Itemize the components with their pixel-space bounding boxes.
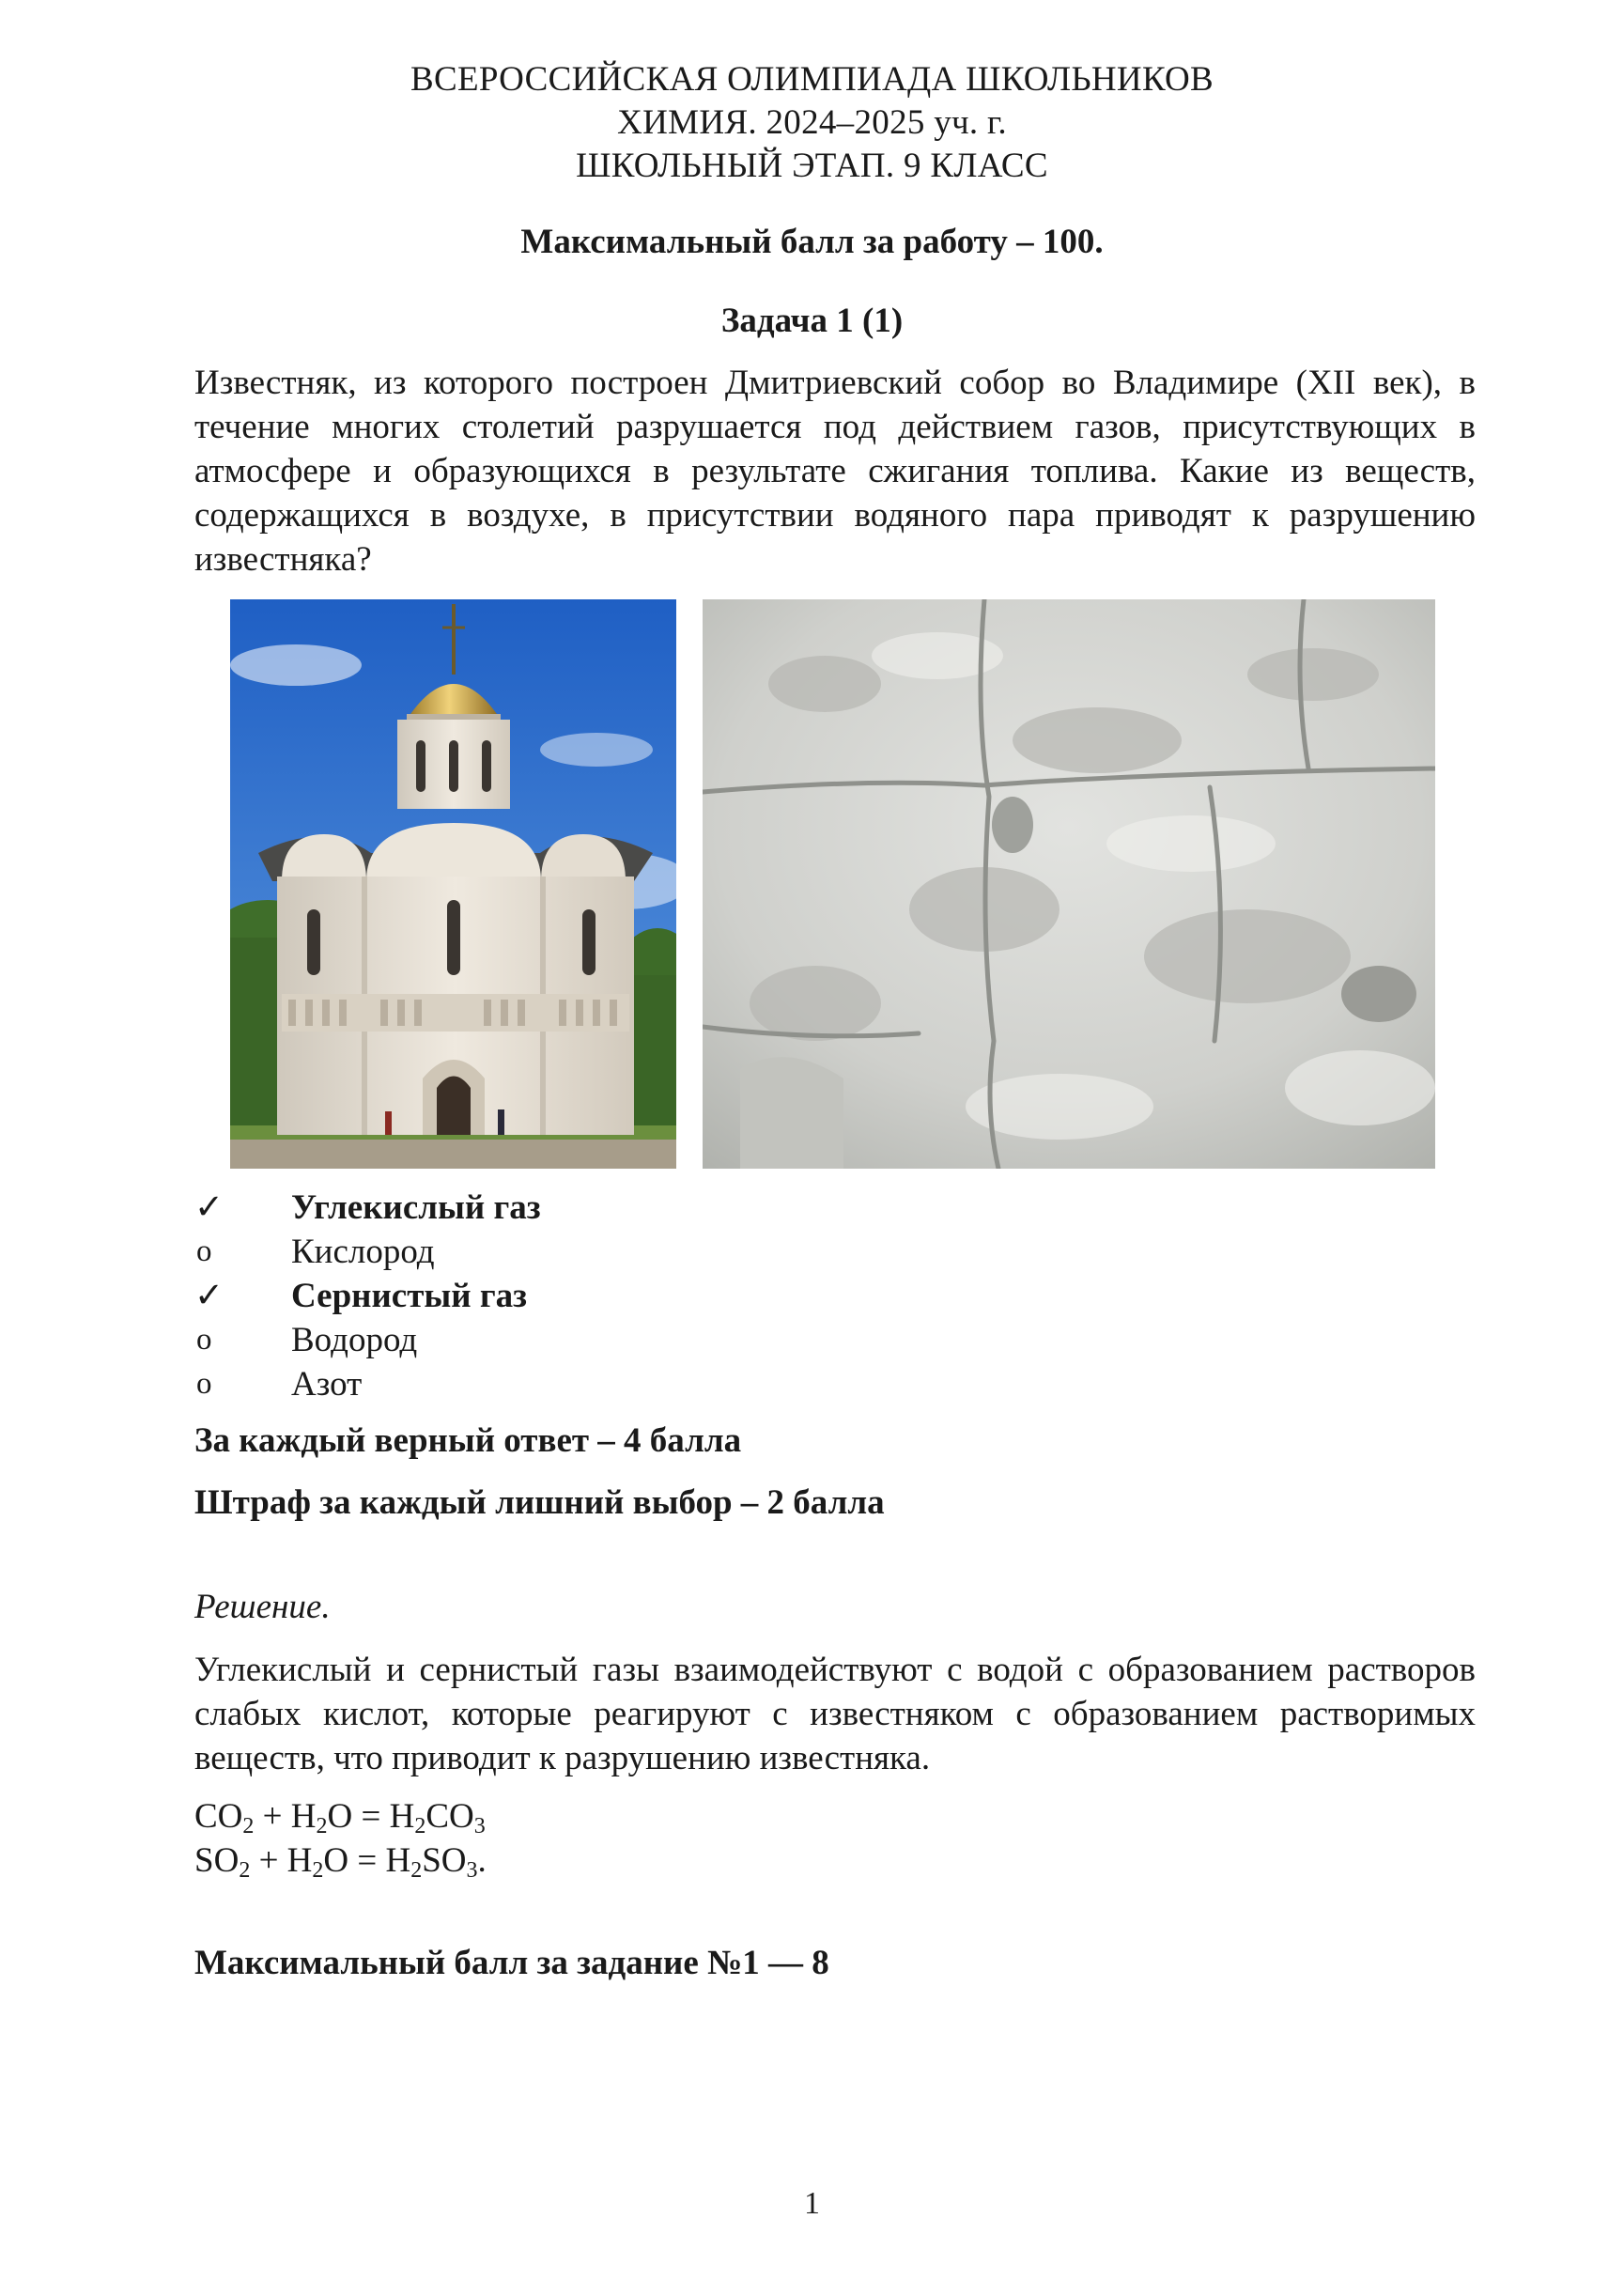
task-max-score: Максимальный балл за задание №1 — 8 — [194, 1944, 829, 1982]
question-text: Известняк, из которого построен Дмитриевский собор во Владимире (XII век), в течение многих столетий разрушается под действием газов, присутствующих в атмосфере и образующихся в результате сжигания топлива. Какие из веществ, содержащихся в воздухе, в присутствии водяного пара приводят к разрушению известняка? — [194, 364, 1476, 579]
header-line-3: ШКОЛЬНЫЙ ЭТАП. 9 КЛАСС — [576, 147, 1048, 185]
solution-text: Углекислый и сернистый газы взаимодействуют с водой с образованием растворов слабых кислот, которые реагируют с известняком с образованием растворимых веществ, что приводит к разрушению известняка. — [194, 1651, 1476, 1777]
option-label: Водород — [291, 1321, 418, 1359]
option-label: Сернистый газ — [291, 1277, 528, 1315]
limestone-closeup-photo — [703, 599, 1435, 1169]
scoring-correct: За каждый верный ответ – 4 балла — [194, 1421, 742, 1460]
equation-co2: $CO_2 + H_2O = H_2CO_3$ — [194, 1797, 486, 1838]
cathedral-photo — [230, 599, 676, 1169]
page-number: 1 — [804, 2186, 820, 2221]
option-label: Углекислый газ — [291, 1188, 541, 1227]
header-line-2: ХИМИЯ. 2024–2025 уч. г. — [617, 103, 1007, 142]
empty-circle-icon: o — [196, 1234, 212, 1268]
checkmark-icon: ✓ — [194, 1188, 224, 1227]
task-title: Задача 1 (1) — [720, 302, 904, 340]
equation-so2: $SO_2 + H_2O = H_2SO_3$. — [194, 1841, 487, 1883]
solution-title: Решение. — [194, 1588, 331, 1626]
olympiad-header — [0, 58, 1624, 188]
empty-circle-icon: o — [196, 1323, 212, 1357]
max-total-score: Максимальный балл за работу – 100. — [520, 223, 1104, 261]
option-label: Кислород — [291, 1233, 435, 1271]
empty-circle-icon: o — [196, 1367, 212, 1401]
option-label: Азот — [291, 1365, 363, 1404]
checkmark-icon: ✓ — [194, 1277, 224, 1315]
scoring-penalty: Штраф за каждый лишний выбор – 2 балла — [194, 1483, 885, 1522]
header-line-1: ВСЕРОССИЙСКАЯ ОЛИМПИАДА ШКОЛЬНИКОВ — [410, 60, 1214, 99]
